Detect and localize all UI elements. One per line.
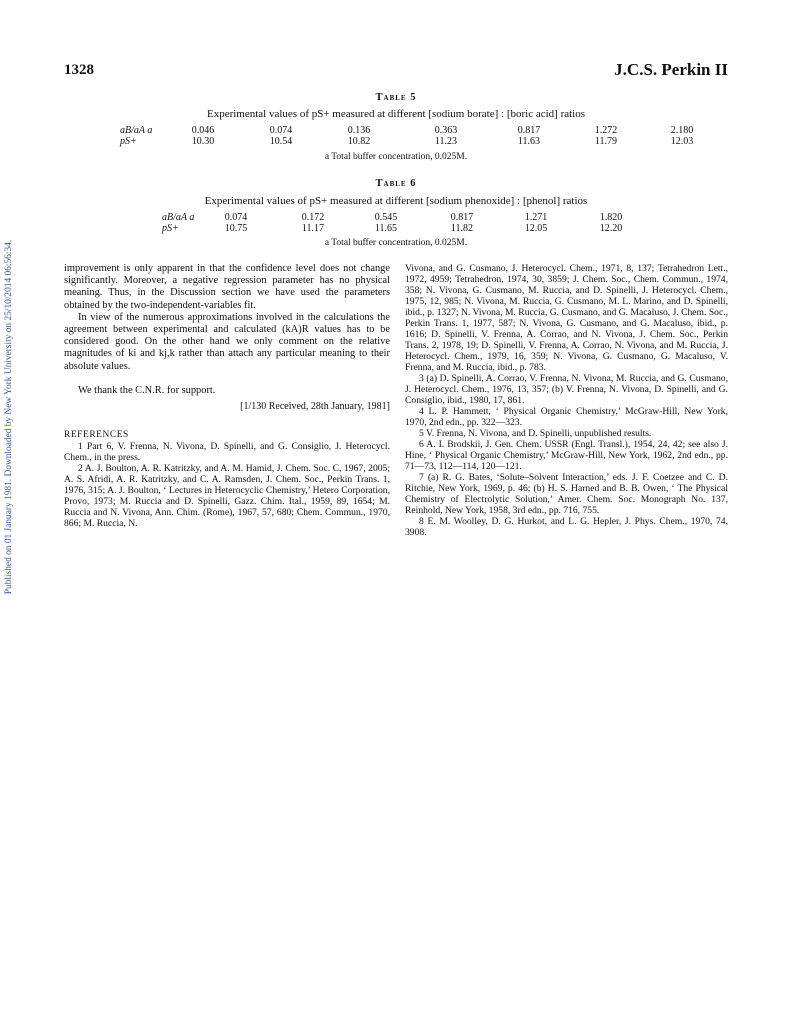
acknowledgement: We thank the C.N.R. for support. <box>78 384 216 396</box>
reference-item: Vivona, and G. Cusmano, J. Heterocycl. Chem., 1971, 8, 137; Tetrahedron Lett., 1972, 4959; Tetrahedron, 1974, 30, 3859; J. Chem. Soc., Chem. Commun., 1974, 358; N. Vivona, G. Cusmano, M. Ruccia, and D. Spinelli, J. Heterocycl. Chem., 1975, 12, 985; N. Vivona, M. Ruccia, G. Cusmano, M. L. Marino, and D. Spinelli, ibid., p. 1327; N. Vivona, M. Ruccia, G. Cusmano, and G. Macaluso, J. Chem. Soc., Perkin Trans. 1, 1977, 587; N. Vivona, G. Cusmano, and G. Macaluso, ibid., p. 1616; D. Spinelli, V. Frenna, A. Corrao, and N. Vivona, J. Chem. Soc., Perkin Trans. 2, 1978, 19; D. Spinelli, V. Frenna, A. Corrao, N. Vivona, and M. Ruccia, J. Heterocycl. Chem., 1979, 16, 359; N. Vivona, G. Cusmano, G. Macaluso, V. Frenna, and M. Ruccia, ibid., p. 783. <box>405 263 729 373</box>
table6-footnote: a Total buffer concentration, 0.025M. <box>324 238 468 248</box>
table-cell: 10.75 <box>224 223 248 234</box>
journal-title: J.C.S. Perkin II <box>614 60 728 79</box>
table6-row-ps <box>162 223 662 235</box>
table5-title: Table 5 <box>375 92 417 103</box>
table-cell: 2.180 <box>670 125 694 136</box>
table-cell: 0.545 <box>374 212 398 223</box>
table6-row-ratio-label: aB/aA a <box>162 212 195 223</box>
table-cell: 12.03 <box>670 136 694 147</box>
table-cell: 11.23 <box>434 136 458 147</box>
left-column <box>64 263 390 529</box>
download-watermark <box>2 212 16 622</box>
table-cell: 11.65 <box>374 223 398 234</box>
table6-caption: Experimental values of pS+ measured at different [sodium phenoxide] : [phenol] ratios <box>204 195 588 207</box>
table-cell: 11.82 <box>450 223 474 234</box>
reference-item: 2 A. J. Boulton, A. R. Katritzky, and A. M. Hamid, J. Chem. Soc. C, 1967, 2005; A. S. Afridi, A. R. Katritzky, and C. A. Ramsden, J. Chem. Soc., Perkin Trans. 1, 1976, 315; A. J. Boulton, ‘ Lectures in Heterocyclic Chemistry,’ Hetero Corporation, Provo, 1973; M. Ruccia and D. Spinelli, Gazz. Chim. Ital., 1959, 89, 1654; M. Ruccia and N. Vivona, Ann. Chim. (Rome), 1967, 57, 680; Chem. Commun., 1970, 866; M. Ruccia, N. <box>64 463 390 530</box>
table6-row-ps-label: pS+ <box>162 223 179 234</box>
table-cell: 12.05 <box>524 223 548 234</box>
table6-title: Table 6 <box>375 178 417 189</box>
reference-item: 5 V. Frenna, N. Vivona, and D. Spinelli, unpublished results. <box>419 428 652 439</box>
table-cell: 10.30 <box>191 136 215 147</box>
page-number: 1328 <box>64 62 94 78</box>
table-cell: 0.172 <box>301 212 325 223</box>
references-heading: REFERENCES <box>64 430 129 441</box>
table5-row-ps-label: pS+ <box>120 136 137 147</box>
table-cell: 12.20 <box>599 223 623 234</box>
table-cell: 0.046 <box>191 125 215 136</box>
table-cell: 1.820 <box>599 212 623 223</box>
received-date: [1/130 Received, 28th January, 1981] <box>240 401 390 413</box>
table-cell: 0.817 <box>450 212 474 223</box>
table-cell: 11.63 <box>517 136 541 147</box>
reference-item: 4 L. P. Hammett, ‘ Physical Organic Chemistry,’ McGraw-Hill, New York, 1970, 2nd edn., pp. 322—323. <box>405 406 728 428</box>
body-paragraph: In view of the numerous approximations involved in the calculations the agreement between experimental and calculated (kA)R values has to be considered good. On the other hand we only comment on the relative magnitudes of ki and kj,k rather than attach any particular meaning to their absolute values. <box>64 311 390 372</box>
reference-item: 1 Part 6, V. Frenna, N. Vivona, D. Spinelli, and G. Consiglio, J. Heterocycl. Chem., in the press. <box>64 441 390 464</box>
table-cell: 0.136 <box>347 125 371 136</box>
body-paragraph: improvement is only apparent in that the confidence level does not change significantly. Moreover, a negative regression parameter has no physical meaning. Thus, in the Discussion section we have used the parameters obtained by the two-independent-variables fit. <box>64 263 390 311</box>
table-cell: 0.363 <box>434 125 458 136</box>
right-column <box>405 263 728 538</box>
table-cell: 1.271 <box>524 212 548 223</box>
table-cell: 0.817 <box>517 125 541 136</box>
download-watermark-text: Published on 01 January 1981. Downloaded by New York University on 25/10/2014 06:56:34. <box>4 239 14 595</box>
reference-item: 6 A. I. Brodskii, J. Gen. Chem. USSR (Engl. Transl.), 1954, 24, 42; see also J. Hine, ‘ Physical Organic Chemistry,’ McGraw-Hill, New York, 1962, 2nd edn., pp. 71—73, 112—114, 120—121. <box>405 439 728 472</box>
table5-row-ratio-label: aB/aA a <box>120 125 153 136</box>
table-cell: 0.074 <box>269 125 293 136</box>
table-cell: 11.17 <box>301 223 325 234</box>
table5-footnote: a Total buffer concentration, 0.025M. <box>324 152 468 162</box>
table5-caption: Experimental values of pS+ measured at different [sodium borate] : [boric acid] ratios <box>206 108 586 120</box>
table5-row-ps <box>120 136 700 148</box>
table-cell: 0.074 <box>224 212 248 223</box>
table-cell: 11.79 <box>594 136 618 147</box>
reference-item: 7 (a) R. G. Bates, ‘Solute–Solvent Interaction,’ eds. J. F. Coetzee and C. D. Ritchie, New York, 1969, p. 46; (b) H. S. Harned and B. B. Owen, ‘ The Physical Chemistry of Electrolytic Solution,’ Amer. Chem. Soc. Monograph No. 137, Reinhold, New York, 1958, 3rd edn., pp. 716, 755. <box>405 472 728 516</box>
table-cell: 10.82 <box>347 136 371 147</box>
reference-item: 8 E. M. Woolley, D. G. Hurkot, and L. G. Hepler, J. Phys. Chem., 1970, 74, 3908. <box>405 516 728 538</box>
reference-item: 3 (a) D. Spinelli, A. Corrao, V. Frenna, N. Vivona, M. Ruccia, and G. Cusmano, J. Heterocycl. Chem., 1976, 13, 357; (b) V. Frenna, N. Vivona, D. Spinelli, and G. Consiglio, ibid., 1980, 17, 861. <box>405 373 728 406</box>
table-cell: 1.272 <box>594 125 618 136</box>
table-cell: 10.54 <box>269 136 293 147</box>
